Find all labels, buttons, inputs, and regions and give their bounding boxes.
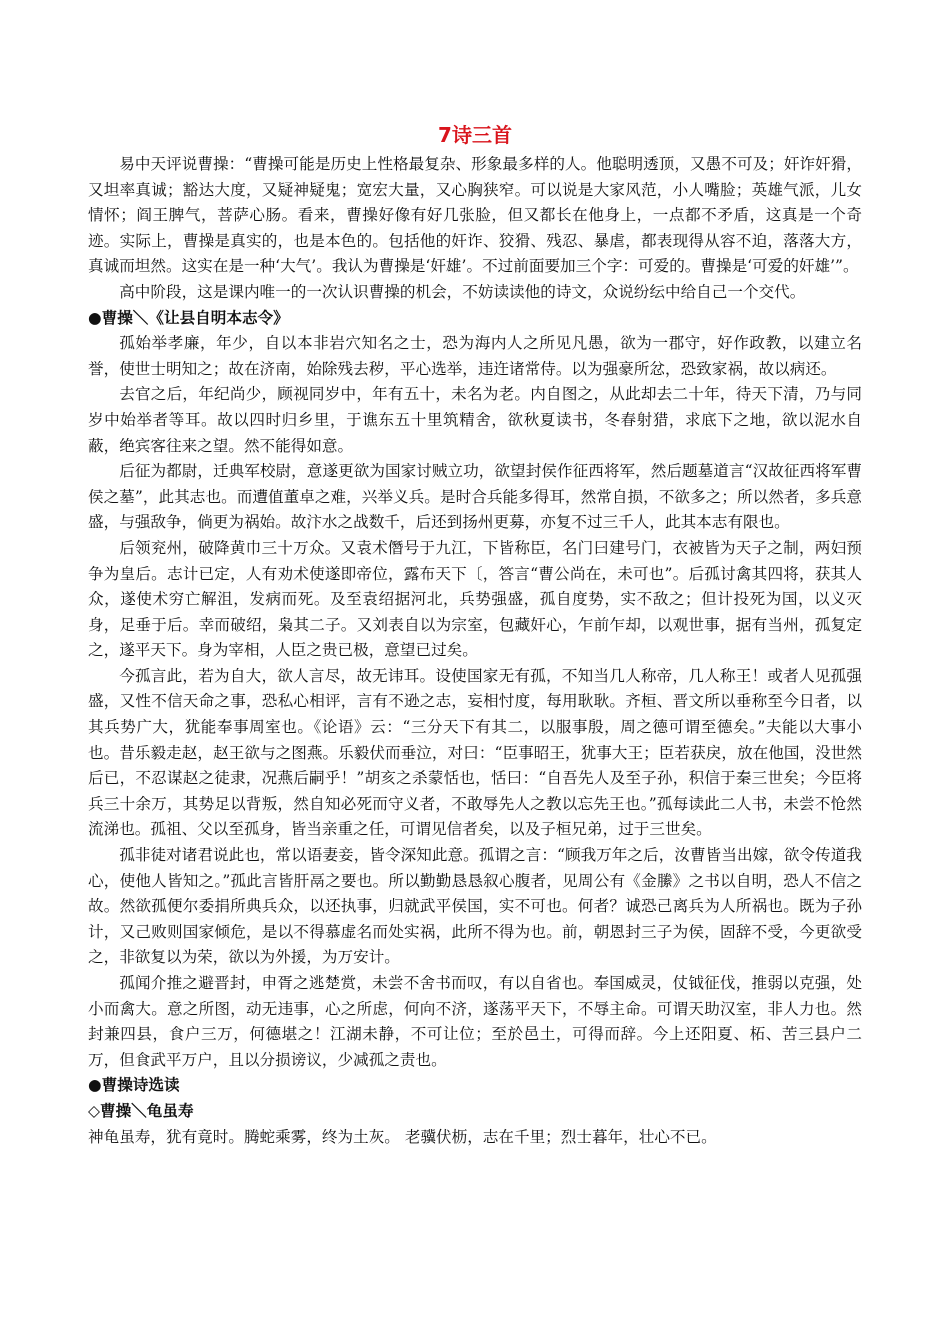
essay-paragraph: 孤闻介推之避晋封，申胥之逃楚赏，未尝不舍书而叹，有以自省也。奉国威灵，仗钺征伐，推弱以克强，处小而禽大。意之所图，动无违事，心之所虑，何向不济，遂荡平天下，不辱主命。可谓天助汉室，非人力也。然封兼四县，食户三万，何德堪之！江湖未静，不可让位；至於邑土，可得而辞。今上还阳夏、柘、苦三县户二万，但食武平万户，且以分损谤议，少减孤之责也。 [88,974,862,1069]
section-heading: ●曹操＼《让县自明本志令》 [88,308,289,327]
poem-text: 神龟虽寿，犹有竟时。腾蛇乘雾，终为土灰。 老骥伏枥，志在千里；烈士暮年，壮心不已。 [88,1127,717,1146]
intro-paragraph: 高中阶段，这是课内唯一的一次认识曹操的机会，不妨读读他的诗文，众说纷纭中给自己一个交代。 [119,282,806,301]
section-heading: ●曹操诗选读 [88,1076,180,1095]
poem-heading: ◇曹操＼龟虽寿 [88,1101,194,1120]
page-title: 7诗三首 [438,123,512,147]
essay-paragraph: 后领兖州，破降黄巾三十万众。又袁术僭号于九江，下皆称臣，名门曰建号门，衣被皆为天子之制，两妇预争为皇后。志计已定，人有劝术使遂即帝位，露布天下〔，答言“曹公尚在，未可也”。后孤讨禽其四将，获其人众，遂使术穷亡解沮，发病而死。及至袁绍据河北，兵势强盛，孤自度势，实不敌之；但计投死为国，以义灭身，足垂于后。幸而破绍，枭其二子。又刘表自以为宗室，包藏奸心，乍前乍却，以观世事，据有当州，孤复定之，遂平天下。身为宰相，人臣之贵已极，意望已过矣。 [88,538,862,660]
intro-paragraph: 易中天评说曹操：“曹操可能是历史上性格最复杂、形象最多样的人。他聪明透顶，又愚不可及；奸诈奸猾，又坦率真诚；豁达大度，又疑神疑鬼；宽宏大量，又心胸狭窄。可以说是大家风范，小人嘴脸；英雄气派，儿女情怀；阎王脾气，菩萨心肠。看来，曹操好像有好几张脸，但又都长在他身上，一点都不矛盾，这真是一个奇迹。实际上，曹操是真实的，也是本色的。包括他的奸诈、狡猾、残忍、暴虐，都表现得从容不迫，落落大方，真诚而坦然。这实在是一种‘大气’。我认为曹操是‘奸雄’。不过前面要加三个字：可爱的。曹操是‘可爱的奸雄’”。 [88,155,862,276]
essay-paragraph: 今孤言此，若为自大，欲人言尽，故无讳耳。设使国家无有孤，不知当几人称帝，几人称王！或者人见孤强盛，又性不信天命之事，恐私心相评，言有不逊之志，妄相忖度，每用耿耿。齐桓、晋文所以垂称至今日者，以其兵势广大，犹能奉事周室也。《论语》云：“三分天下有其二，以服事殷，周之德可谓至德矣。”夫能以大事小也。昔乐毅走赵，赵王欲与之图燕。乐毅伏而垂泣，对曰：“臣事昭王，犹事大王；臣若获戾，放在他国，没世然后已，不忍谋赵之徒隶，况燕后嗣乎！”胡亥之杀蒙恬也，恬曰：“自吾先人及至子孙，积信于秦三世矣；今臣将兵三十余万，其势足以背叛，然自知必死而守义者，不敢辱先人之教以忘先王也。”孤每读此二人书，未尝不怆然流涕也。孤祖、父以至孤身，皆当亲重之任，可谓见信者矣，以及子桓兄弟，过于三世矣。 [88,666,862,839]
essay-paragraph: 孤非徒对诸君说此也，常以语妻妾，皆令深知此意。孤谓之言：“顾我万年之后，汝曹皆当出嫁，欲令传道我心，使他人皆知之。”孤此言皆肝鬲之要也。所以勤勤恳恳叙心腹者，见周公有《金縢》之书以自明，恐人不信之故。然欲孤便尔委捐所典兵众，以还执事，归就武平侯国，实不可也。何者？诚恐己离兵为人所祸也。既为子孙计，又己败则国家倾危，是以不得慕虚名而处实祸，此所不得为也。前，朝恩封三子为侯，固辞不受，今更欲受之，非欲复以为荣，欲以为外援，为万安计。 [88,846,862,967]
essay-paragraph: 后征为都尉，迁典军校尉，意遂更欲为国家讨贼立功，欲望封侯作征西将军，然后题墓道言“汉故征西将军曹侯之墓”，此其志也。而遭值董卓之难，兴举义兵。是时合兵能多得耳，然常自损，不欲多之；所以然者，多兵意盛，与强敌争，倘更为祸始。故汴水之战数千，后还到扬州更募，亦复不过三千人，此其本志有限也。 [88,462,862,532]
essay-paragraph: 孤始举孝廉，年少，自以本非岩穴知名之士，恐为海内人之所见凡愚，欲为一郡守，好作政教，以建立名誉，使世士明知之；故在济南，始除残去秽，平心选举，违迕诸常侍。以为强豪所忿，恐致家祸，故以病还。 [88,334,862,378]
essay-paragraph: 去官之后，年纪尚少，顾视同岁中，年有五十，未名为老。内自图之，从此却去二十年，待天下清，乃与同岁中始举者等耳。故以四时归乡里，于谯东五十里筑精舍，欲秋夏读书，冬春射猎，求底下之地，欲以泥水自蔽，绝宾客往来之望。然不能得如意。 [88,385,862,455]
